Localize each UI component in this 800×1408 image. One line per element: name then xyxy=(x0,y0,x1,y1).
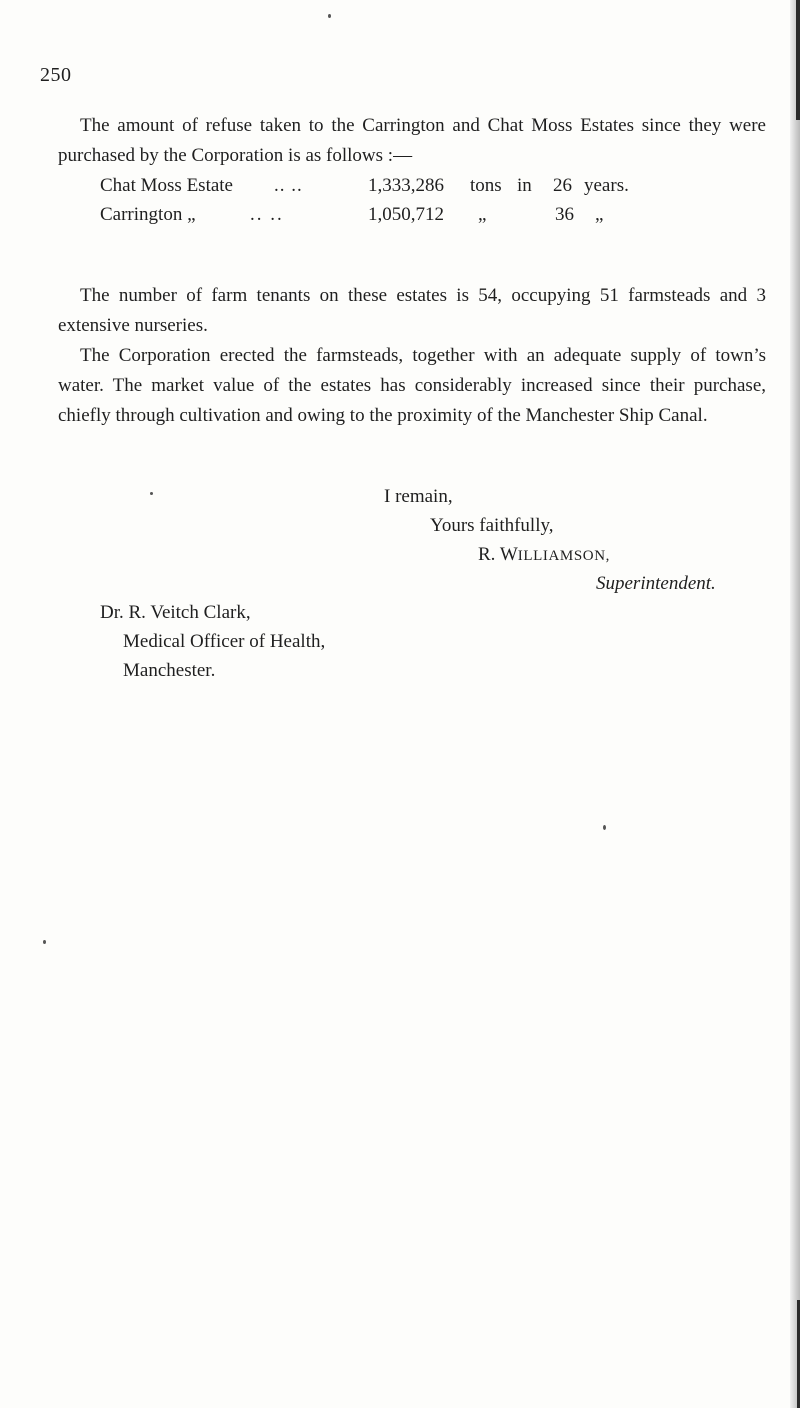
page-edge-dark-top xyxy=(796,0,800,120)
addressee-name: Dr. R. Veitch Clark, xyxy=(100,602,251,623)
paragraph-farm-tenants: The number of farm tenants on these estates is 54, occupying 51 farmsteads and 3 extensive nurseries. xyxy=(58,285,766,336)
print-speck xyxy=(603,825,606,830)
refuse-unit: tons xyxy=(470,175,502,196)
years-count: 36 xyxy=(555,204,574,225)
page-edge-shadow xyxy=(790,0,800,1408)
refuse-amount: 1,050,712 xyxy=(368,204,444,225)
leader-dots: .. .. xyxy=(250,204,284,225)
refuse-amount: 1,333,286 xyxy=(368,175,444,196)
print-speck xyxy=(328,14,331,18)
signatory-title: Superintendent. xyxy=(596,573,716,594)
letter-valediction: Yours faithfully, xyxy=(430,515,554,536)
years-count: 26 xyxy=(553,175,572,196)
refuse-unit: „ xyxy=(478,204,487,225)
addressee-position: Medical Officer of Health, xyxy=(123,631,326,652)
print-speck xyxy=(150,492,153,495)
in-word: in xyxy=(517,175,532,196)
estate-name: Carrington „ xyxy=(100,204,196,225)
years-label: „ xyxy=(595,204,604,225)
paragraph-refuse-intro: The amount of refuse taken to the Carrington and Chat Moss Estates since they were purchased by the Corporation is as follows :— xyxy=(58,115,766,166)
page-number: 250 xyxy=(40,64,72,86)
addressee-city: Manchester. xyxy=(123,660,216,681)
signatory-name-rest: ILLIAMSON, xyxy=(517,548,611,564)
letter-closing: I remain, xyxy=(384,486,453,507)
leader-dots: .. .. xyxy=(274,175,303,196)
paragraph-farmsteads: The Corporation erected the farmsteads, together with an adequate supply of town’s water. The market value of the estates has considerably increased since their purchase, chiefly through cultivation and owing to the proximity of the Manchester Ship Canal. xyxy=(58,345,766,426)
signatory-name xyxy=(478,540,610,571)
years-label: years. xyxy=(584,175,629,196)
print-speck xyxy=(43,940,46,944)
signatory-name-initial: R. W xyxy=(478,544,518,565)
estate-name: Chat Moss Estate xyxy=(100,175,233,196)
